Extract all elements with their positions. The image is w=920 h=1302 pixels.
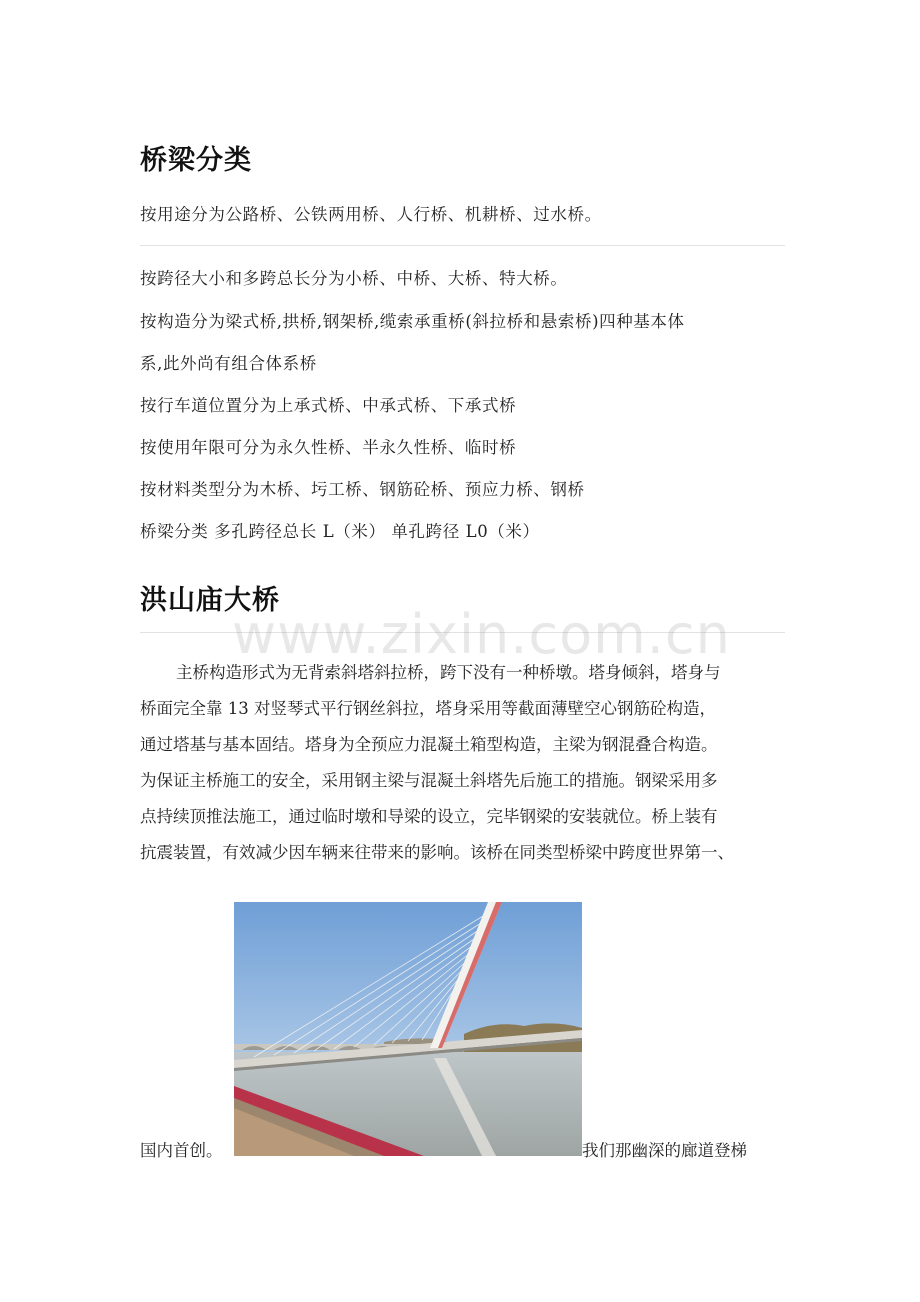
watermark: www.zixin.com.cn: [232, 603, 731, 666]
caption-text-left: 国内首创。: [140, 1141, 223, 1160]
text-line-span: 按跨径大小和多跨总长分为小桥、中桥、大桥、特大桥。: [140, 269, 568, 288]
paragraph-line: 点持续顶推法施工，通过临时墩和导梁的设立，完毕钢梁的安装就位。桥上装有: [140, 807, 718, 826]
paragraph-line: 通过塔基与基本固结。塔身为全预应力混凝土箱型构造，主梁为钢混叠合构造。: [140, 735, 718, 754]
text-line-deck-position: 按行车道位置分为上承式桥、中承式桥、下承式桥: [140, 396, 517, 415]
text-line-structure-cont: 系,此外尚有组合体系桥: [140, 354, 317, 373]
paragraph-line: 主桥构造形式为无背索斜塔斜拉桥，跨下没有一种桥墩。塔身倾斜，塔身与: [176, 663, 721, 682]
section-title-bridge-classification: 桥梁分类: [140, 145, 252, 176]
text-line-usage: 按用途分为公路桥、公铁两用桥、人行桥、机耕桥、过水桥。: [140, 205, 602, 224]
bridge-photo: [234, 902, 582, 1156]
section-title-hongshanmiao-bridge: 洪山庙大桥: [140, 585, 280, 616]
paragraph-line: 桥面完全靠 13 对竖琴式平行钢丝斜拉，塔身采用等截面薄壁空心钢筋砼构造，: [140, 699, 716, 718]
text-line-structure: 按构造分为梁式桥,拱桥,钢架桥,缆索承重桥(斜拉桥和悬索桥)四种基本体: [140, 312, 685, 331]
paragraph-line: 抗震装置，有效减少因车辆来往带来的影响。该桥在同类型桥梁中跨度世界第一、: [140, 843, 734, 862]
text-line-service-life: 按使用年限可分为永久性桥、半永久性桥、临时桥: [140, 438, 517, 457]
caption-text-right: 我们那幽深的廊道登梯: [582, 1141, 747, 1160]
section-divider: [140, 632, 785, 633]
paragraph-line: 为保证主桥施工的安全，采用钢主梁与混凝土斜塔先后施工的措施。钢梁采用多: [140, 771, 718, 790]
section-divider: [140, 245, 785, 246]
text-line-material: 按材料类型分为木桥、圬工桥、钢筋砼桥、预应力桥、钢桥: [140, 480, 585, 499]
bridge-description-paragraph: [140, 655, 785, 871]
text-line-classification-table-header: 桥梁分类 多孔跨径总长 L（米） 单孔跨径 L0（米）: [140, 522, 540, 541]
